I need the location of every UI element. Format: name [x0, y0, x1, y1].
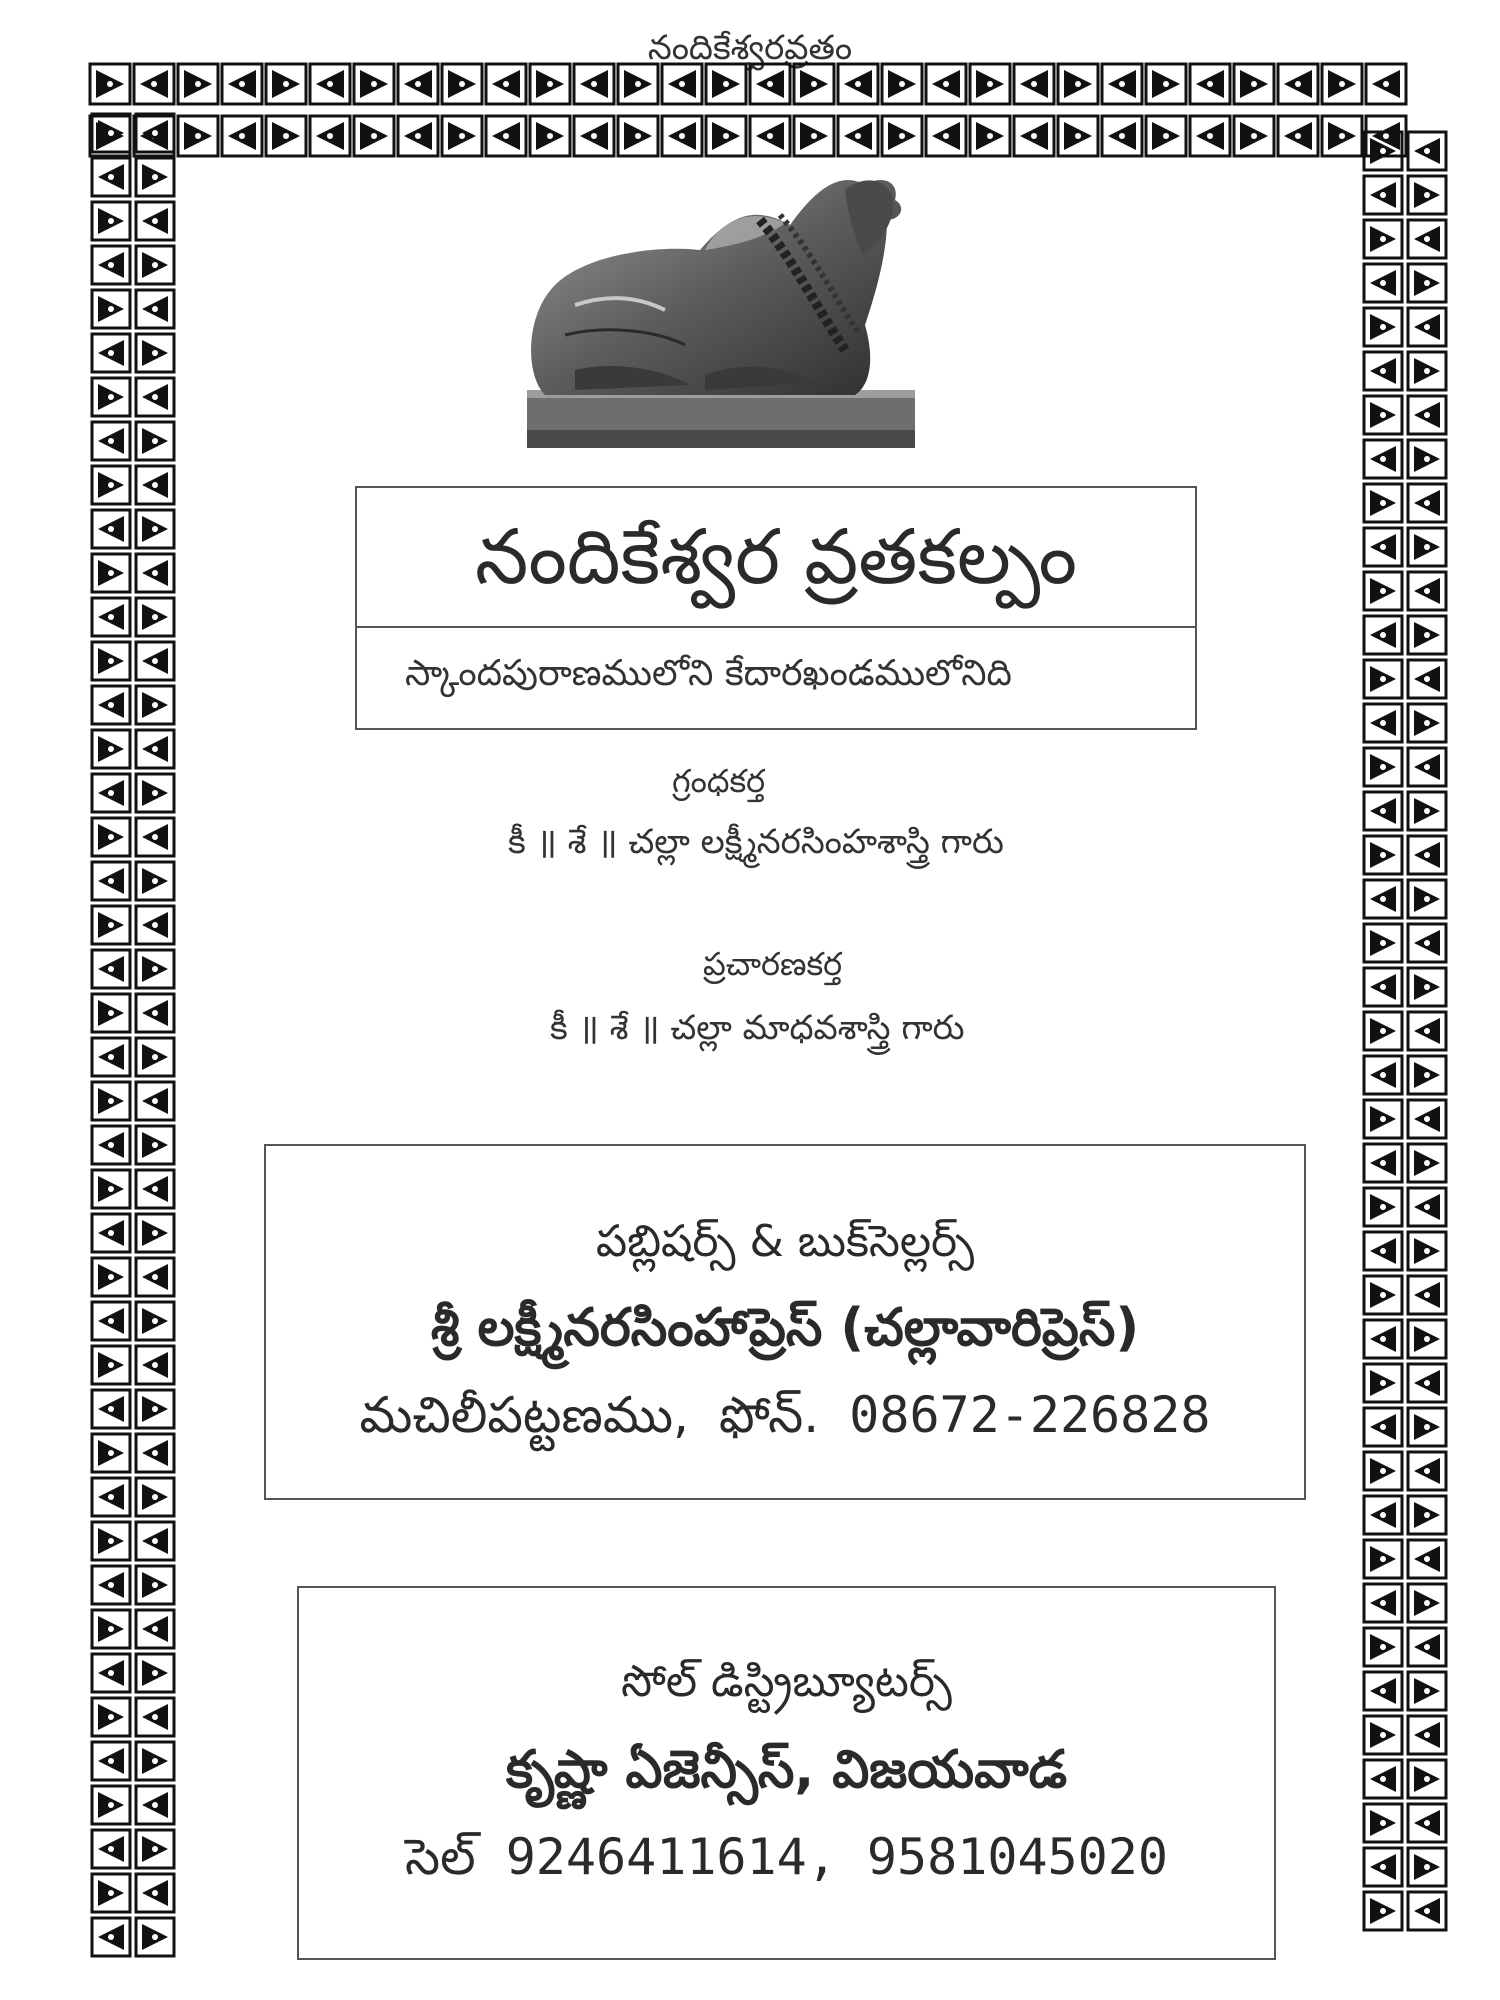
distributor-box — [297, 1586, 1276, 1960]
book-subtitle: స్కాందపురాణములోని కేదారఖండములోనిది — [405, 653, 1012, 694]
publicist-name: కీ ॥ శే ॥ చల్లా మాధవశాస్త్రి గారు — [550, 1008, 965, 1048]
publisher-name: శ్రీ లక్ష్మీనరసింహాప్రెస్ (చల్లావారిప్రెస్) — [430, 1298, 1140, 1358]
publisher-phone: 08672-226828 — [849, 1386, 1211, 1444]
distributor-name: కృష్ణా ఏజెన్సీస్, విజయవాడ — [505, 1740, 1068, 1800]
publicist-label: ప్రచారణకర్త — [703, 945, 843, 983]
border-left — [88, 112, 178, 1972]
running-title: నందికేశ్వరవ్రతం — [647, 28, 853, 68]
cell-label: సెల్ — [405, 1828, 476, 1886]
author-name: కీ ॥ శే ॥ చల్లా లక్ష్మీనరసింహశాస్త్రి గారు — [508, 822, 1004, 862]
border-right — [1360, 130, 1450, 1975]
author-label: గ్రంధకర్త — [672, 762, 766, 800]
border-top-outer — [88, 60, 1413, 108]
title-box — [355, 486, 1197, 730]
book-title: నందికేశ్వర వ్రతకల్పం — [475, 512, 1077, 601]
distributor-role: సోల్ డిస్ట్రిబ్యూటర్స్ — [621, 1656, 952, 1707]
publisher-contact — [266, 1386, 1304, 1457]
distributor-cell: 9246411614, 9581045020 — [505, 1828, 1168, 1886]
nandi-bull-icon — [515, 145, 925, 450]
publisher-box — [264, 1144, 1306, 1500]
publisher-role: పబ్లిషర్స్ & బుక్‌సెల్లర్స్ — [595, 1216, 975, 1267]
distributor-contact — [299, 1828, 1274, 1899]
publisher-place: మచిలీపట్టణము, — [359, 1386, 689, 1444]
title-divider — [357, 626, 1195, 628]
phone-label: ఫోన్. — [719, 1386, 820, 1444]
